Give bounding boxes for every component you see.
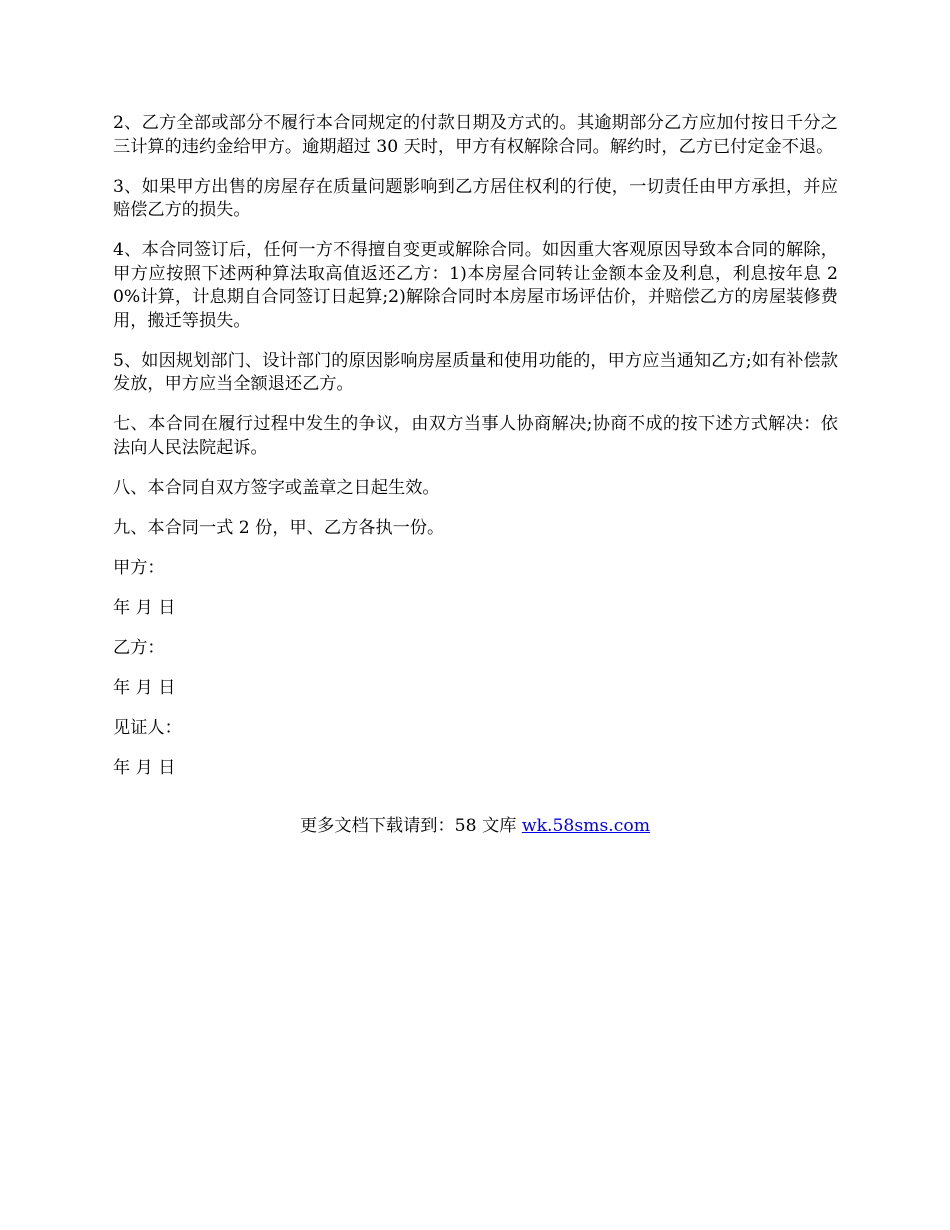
clause-5: 5、如因规划部门、设计部门的原因影响房屋质量和使用功能的，甲方应当通知乙方;如有补偿款发放，甲方应当全额退还乙方。 [113, 350, 838, 394]
clause-seven: 七、本合同在履行过程中发生的争议，由双方当事人协商解决;协商不成的按下述方式解决：依法向人民法院起诉。 [113, 414, 838, 458]
document-body [113, 112, 838, 797]
clause-eight: 八、本合同自双方签字或盖章之日起生效。 [113, 477, 440, 498]
witness-date: 年 月 日 [113, 757, 176, 778]
clause-nine: 九、本合同一式 2 份，甲、乙方各执一份。 [113, 517, 445, 538]
party-b-label: 乙方： [113, 637, 165, 658]
party-a-label: 甲方： [113, 557, 165, 578]
party-a-date: 年 月 日 [113, 597, 176, 618]
footer-link[interactable]: wk.58sms.com [521, 816, 650, 836]
download-footer [0, 815, 950, 839]
footer-text: 更多文档下载请到：58 文库 [299, 816, 522, 836]
clause-2: 2、乙方全部或部分不履行本合同规定的付款日期及方式的。其逾期部分乙方应加付按日千分之三计算的违约金给甲方。逾期超过 30 天时，甲方有权解除合同。解约时，乙方已付定金不退。 [113, 113, 838, 157]
witness-label: 见证人： [113, 717, 182, 738]
clause-4: 4、本合同签订后，任何一方不得擅自变更或解除合同。如因重大客观原因导致本合同的解除，甲方应按照下述两种算法取高值返还乙方：1)本房屋合同转让金额本金及利息，利息按年息 20%计算，计息期自合同签订日起算;2)解除合同时本房屋市场评估价，并赔偿乙方的房屋装修费用，搬迁等损失。 [113, 240, 838, 331]
clause-3: 3、如果甲方出售的房屋存在质量问题影响到乙方居住权利的行使，一切责任由甲方承担，并应赔偿乙方的损失。 [113, 176, 838, 220]
party-b-date: 年 月 日 [113, 677, 176, 698]
